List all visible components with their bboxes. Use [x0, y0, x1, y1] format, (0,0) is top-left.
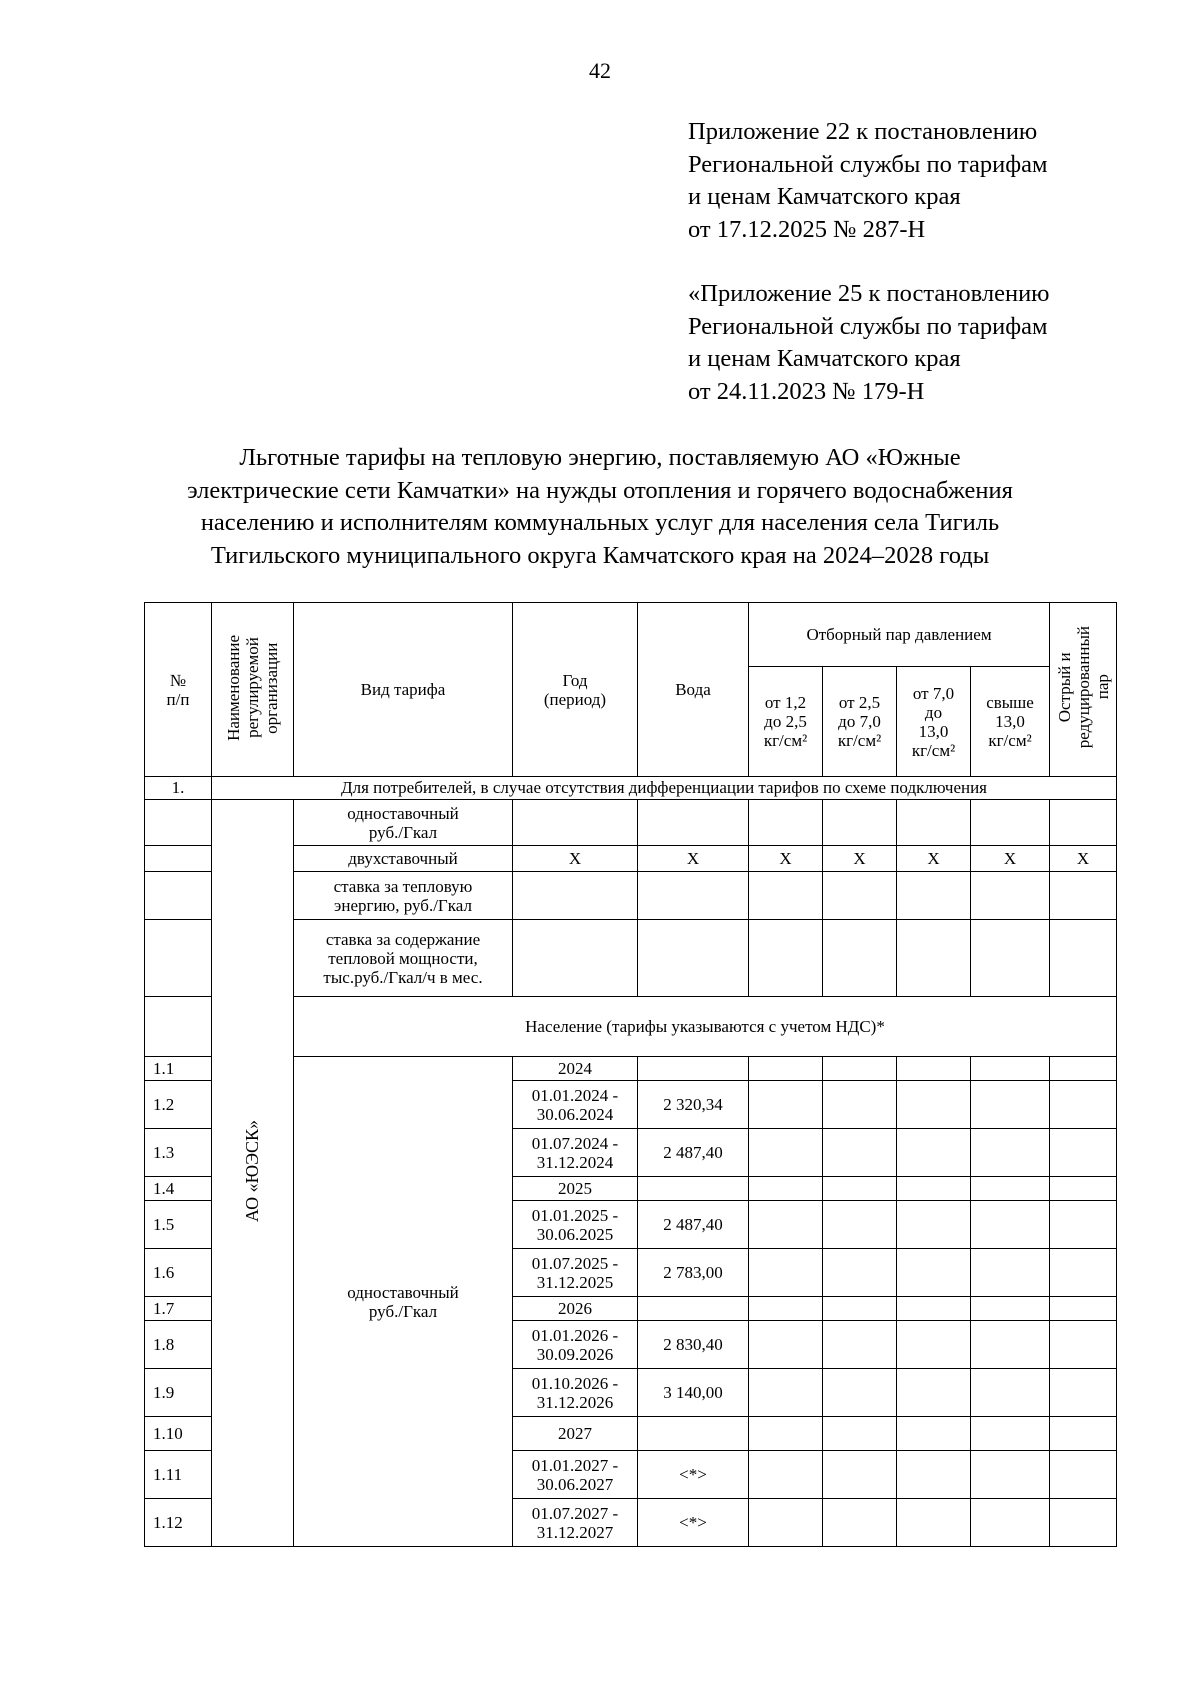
empty-cell [897, 1499, 971, 1547]
title-line: населению и исполнителям коммунальных услуг для населения села Тигиль [200, 509, 1000, 536]
row-num: 1.3 [145, 1129, 212, 1177]
empty-cell [1050, 1201, 1117, 1249]
section-title: Для потребителей, в случае отсутствия дифференциации тарифов по схеме подключения [212, 777, 1117, 800]
empty-cell [823, 1499, 897, 1547]
header-steam-4: свыше 13,0 кг/см² [971, 667, 1050, 777]
empty-cell [749, 1369, 823, 1417]
appendix-original [688, 278, 1049, 408]
header-sharp-steam [1050, 603, 1117, 777]
population-tariff-type: одноставочный руб./Гкал [294, 1057, 513, 1547]
empty-cell [971, 1057, 1050, 1081]
empty-cell [1050, 1417, 1117, 1451]
appendix-line: «Приложение 25 к постановлению [688, 280, 1050, 307]
header-organization [212, 603, 294, 777]
empty-cell [897, 1081, 971, 1129]
empty-cell [1050, 1081, 1117, 1129]
appendix-line: Региональной службы по тарифам [688, 150, 1048, 178]
header-tariff-type: Вид тарифа [294, 603, 513, 777]
tariff-type-cell: ставка за тепловую энергию, руб./Гкал [294, 872, 513, 920]
water-value: 3 140,00 [638, 1369, 749, 1417]
empty-cell [897, 1321, 971, 1369]
empty-cell [971, 1081, 1050, 1129]
row-num: 1.2 [145, 1081, 212, 1129]
empty-cell [749, 1177, 823, 1201]
title-line: Тигильского муниципального округа Камчатского края на 2024–2028 годы [210, 541, 990, 569]
header-steam-1: от 1,2 до 2,5 кг/см² [749, 667, 823, 777]
header-steam-2: от 2,5 до 7,0 кг/см² [823, 667, 897, 777]
mark-cell: Х [823, 846, 897, 872]
empty-cell [897, 1451, 971, 1499]
empty-cell [971, 1249, 1050, 1297]
empty-cell [1050, 1451, 1117, 1499]
header-year-line2: (период) [543, 689, 607, 709]
empty-cell [897, 1249, 971, 1297]
header-num-line2: п/п [166, 689, 190, 709]
row-num: 1.8 [145, 1321, 212, 1369]
empty-cell [823, 1057, 897, 1081]
empty-cell [971, 1201, 1050, 1249]
tariff-type-cell: одноставочный руб./Гкал [294, 800, 513, 846]
row-num: 1.12 [145, 1499, 212, 1547]
row-num: 1.6 [145, 1249, 212, 1297]
header-sharp-steam-text: Острый и редуцированный пар [1054, 626, 1112, 749]
organization-cell [212, 800, 294, 1547]
water-value [638, 1177, 749, 1201]
empty-cell [897, 1417, 971, 1451]
empty-cell [971, 1129, 1050, 1177]
water-value [638, 1297, 749, 1321]
row-num: 1.7 [145, 1297, 212, 1321]
empty-cell [1050, 1177, 1117, 1201]
water-value: 2 830,40 [638, 1321, 749, 1369]
row-num: 1.10 [145, 1417, 212, 1451]
empty-cell [749, 1201, 823, 1249]
mark-cell: Х [1050, 846, 1117, 872]
mark-cell: Х [749, 846, 823, 872]
period-cell: 2026 [513, 1297, 638, 1321]
header-year-line1: Год [562, 670, 588, 690]
empty-cell [971, 1369, 1050, 1417]
empty-cell [1050, 1499, 1117, 1547]
section-num: 1. [145, 777, 212, 800]
tariff-type-cell: ставка за содержание тепловой мощности, тыс.руб./Гкал/ч в мес. [294, 920, 513, 997]
title-line: Льготные тарифы на тепловую энергию, поставляемую АО «Южные [239, 444, 961, 471]
header-row [145, 603, 1117, 667]
period-cell: 2024 [513, 1057, 638, 1081]
water-value: 2 320,34 [638, 1081, 749, 1129]
empty-cell [749, 1297, 823, 1321]
row-num: 1.5 [145, 1201, 212, 1249]
header-num [145, 603, 212, 777]
empty-cell [971, 1321, 1050, 1369]
population-header: Население (тарифы указываются с учетом НДС)* [294, 997, 1117, 1057]
section-row [145, 777, 1117, 800]
period-cell: 01.01.2026 - 30.09.2026 [513, 1321, 638, 1369]
empty-cell [823, 1129, 897, 1177]
empty-cell [1050, 1369, 1117, 1417]
empty-cell [971, 1499, 1050, 1547]
header-year [513, 603, 638, 777]
appendix-line: Региональной службы по тарифам [688, 312, 1048, 340]
row-num: 1.9 [145, 1369, 212, 1417]
empty-cell [1050, 1297, 1117, 1321]
empty-cell [823, 1081, 897, 1129]
row-num [145, 800, 212, 846]
empty-cell [897, 1129, 971, 1177]
page-number: 42 [589, 58, 611, 83]
empty-cell [897, 1177, 971, 1201]
period-cell: 01.07.2027 - 31.12.2027 [513, 1499, 638, 1547]
header-num-line1: № [169, 670, 187, 690]
period-cell: 01.01.2024 - 30.06.2024 [513, 1081, 638, 1129]
header-steam-3: от 7,0 до 13,0 кг/см² [897, 667, 971, 777]
empty-cell [749, 1499, 823, 1547]
empty-cell [749, 1249, 823, 1297]
empty-cell [749, 1451, 823, 1499]
header-water: Вода [638, 603, 749, 777]
period-cell: 2027 [513, 1417, 638, 1451]
water-value: 2 783,00 [638, 1249, 749, 1297]
empty-cell [1050, 1321, 1117, 1369]
water-value [638, 1417, 749, 1451]
empty-cell [823, 1249, 897, 1297]
empty-cell [823, 1201, 897, 1249]
period-cell: 2025 [513, 1177, 638, 1201]
empty-cell [1050, 1057, 1117, 1081]
empty-cell [823, 1417, 897, 1451]
table-row [145, 800, 1117, 846]
row-num: 1.4 [145, 1177, 212, 1201]
empty-cell [971, 1297, 1050, 1321]
period-cell: 01.01.2027 - 30.06.2027 [513, 1451, 638, 1499]
empty-cell [823, 1369, 897, 1417]
empty-cell [749, 1129, 823, 1177]
empty-cell [897, 1201, 971, 1249]
document-title [130, 442, 1070, 572]
mark-cell: Х [638, 846, 749, 872]
mark-cell: Х [897, 846, 971, 872]
appendix-line: и ценам Камчатского края [688, 345, 961, 372]
organization-name: АО «ЮЭСК» [242, 1120, 262, 1222]
tariff-table [144, 602, 1117, 1547]
appendix-line: от 24.11.2023 № 179-Н [688, 377, 925, 405]
empty-cell [749, 1417, 823, 1451]
row-num [145, 920, 212, 997]
empty-cell [897, 1297, 971, 1321]
water-value: 2 487,40 [638, 1129, 749, 1177]
water-value: <*> [638, 1499, 749, 1547]
header-steam-group: Отборный пар давлением [749, 603, 1050, 667]
empty-cell [897, 1057, 971, 1081]
title-line: электрические сети Камчатки» на нужды отопления и горячего водоснабжения [187, 476, 1013, 504]
appendix-line: от 17.12.2025 № 287-Н [688, 215, 926, 243]
tariff-type-cell: двухставочный [294, 846, 513, 872]
empty-cell [1050, 1249, 1117, 1297]
empty-cell [971, 1177, 1050, 1201]
empty-cell [749, 1321, 823, 1369]
water-value: 2 487,40 [638, 1201, 749, 1249]
empty-cell [823, 1297, 897, 1321]
row-num [145, 872, 212, 920]
row-num: 1.11 [145, 1451, 212, 1499]
period-cell: 01.10.2026 - 31.12.2026 [513, 1369, 638, 1417]
empty-cell [971, 1417, 1050, 1451]
empty-cell [749, 1081, 823, 1129]
appendix-current [688, 116, 1047, 246]
empty-cell [971, 1451, 1050, 1499]
appendix-line: Приложение 22 к постановлению [688, 118, 1038, 145]
header-organization-text: Наименование регулируемой организации [224, 634, 281, 741]
empty-cell [897, 1369, 971, 1417]
row-num [145, 997, 212, 1057]
appendix-line: и ценам Камчатского края [688, 183, 961, 210]
period-cell: 01.07.2025 - 31.12.2025 [513, 1249, 638, 1297]
empty-cell [823, 1451, 897, 1499]
row-num: 1.1 [145, 1057, 212, 1081]
water-value [638, 1057, 749, 1081]
mark-cell: Х [971, 846, 1050, 872]
empty-cell [823, 1321, 897, 1369]
water-value: <*> [638, 1451, 749, 1499]
empty-cell [1050, 1129, 1117, 1177]
row-num [145, 846, 212, 872]
period-cell: 01.07.2024 - 31.12.2024 [513, 1129, 638, 1177]
empty-cell [823, 1177, 897, 1201]
empty-cell [749, 1057, 823, 1081]
period-cell: 01.01.2025 - 30.06.2025 [513, 1201, 638, 1249]
mark-cell: Х [513, 846, 638, 872]
